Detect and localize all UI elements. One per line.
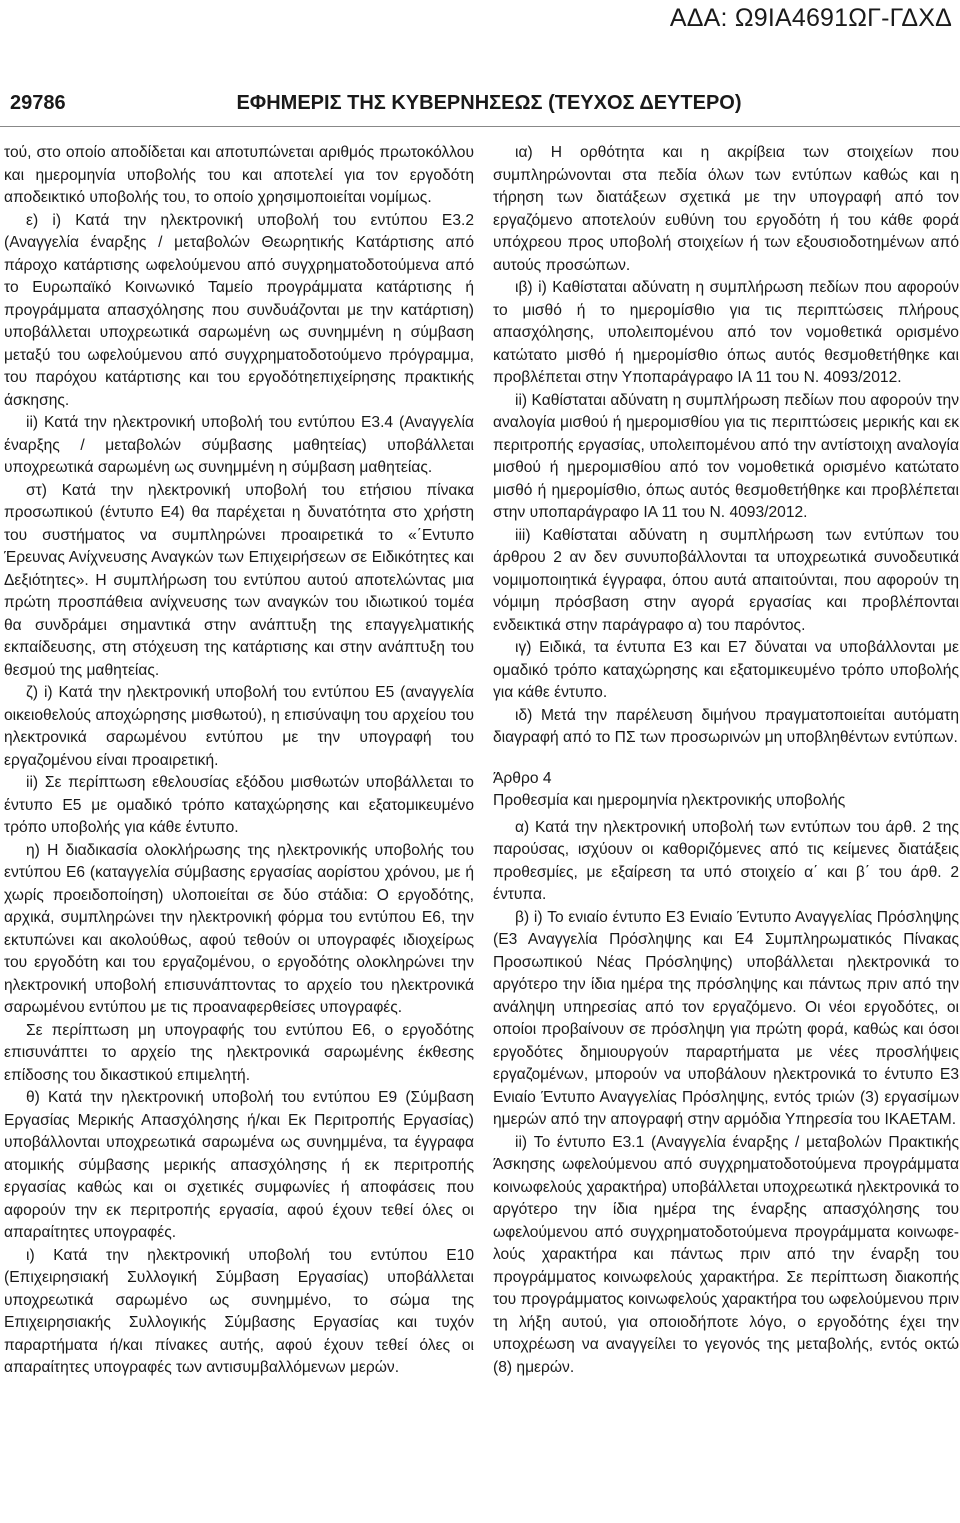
paragraph: iii) Καθίσταται αδύνατη η συμπλήρωση των εντύπων του άρθρου 2 αν δεν συνυποβάλλονται τα υποχρεωτικά συνοδευτικά νομιμοποιητικά έγγραφα, όπου αυτά απαιτούνται, που αφορούν τη νόμιμη πρόσβαση στην αγορά εργασίας και προβλέπονται ενδεικτικά στην παράγραφο α) του παρόντος. — [493, 526, 959, 634]
article-title: Άρθρο 4 — [493, 769, 552, 787]
paragraph: β) i) Το ενιαίο έντυπο Ε3 Ενιαίο Έντυπο Αναγγελίας Πρόσληψης (Ε3 Αναγγελία Πρόσληψης και Ε4 Συμπληρωματικός Πίνακας Προσωπικού Νέας Πρόσληψης) υποβάλλεται ηλεκτρονικά το αργότερο την ίδια ημέρα της πρόσληψης και πάντως πριν από την ανάληψη υπηρεσίας από τον εργαζόμενο. Οι νέοι εργοδότες, οι οποίοι προβαίνουν σε πρόσληψη για πρώτη φορά, καθώς και όσοι εργοδότες δημιουργούν παραρτήματα με νέες προσλήψεις εργαζομένων, μπορούν να υποβάλουν ηλεκτρονικά το έντυπο Ε3 Ενιαίο Έντυπο Αναγγελίας Πρόσληψης, εντός τριών (3) εργασίμων ημερών από την απογραφή στην αρμόδια Υπηρεσία του ΙΚΑΕΤΑΜ. — [493, 908, 959, 1128]
paragraph: ii) Καθίσταται αδύνατη η συμπλήρωση πεδίων που αφορούν την αναλογία μισθού ή ημερομισθίου για τις περιπτώσεις μερικής και εκ περιτροπής εργασίας, υπολειπομένου από την αντίστοιχη αναλογία μισθού ή ημερομισθίου από τον νομοθετικά ορισμένο κατώτατο μισθό ή ημερομίσθιο, όπως αυτός θεσμοθετήθηκε και προβλέπεται στην υποπαράγραφο ΙΑ 11 του Ν. 4093/2012. — [493, 391, 959, 521]
paragraph: θ) Κατά την ηλεκτρονική υποβολή του εντύπου Ε9 (Σύμβαση Εργασίας Μερικής Απασχόλησης ή/και Εκ Περιτροπής Εργασίας) υποβάλλονται υποχρεωτικά σαρωμένα ως συνημμένα, τα έγγραφα ατομικής σύμβασης μερικής απασχόλησης ή εκ περιτροπής εργασίας καθώς και οι σχετικές συμφωνίες ή αποφάσεις που αφορούν την εκ περιτροπής εργασία, αφού έχουν τεθεί όλες οι απαραίτητες υπογραφές. — [4, 1089, 474, 1241]
article-subtitle: Προθεσμία και ημερομηνία ηλεκτρονικής υποβολής — [493, 792, 846, 809]
paragraph: ια) Η ορθότητα και η ακρίβεια των στοιχείων που συμπληρώνονται στα πεδία όλων των εντύπων καθώς και η τήρηση των διατάξεων σχετικά με την υπογραφή από τον εργαζόμενο αποτελούν ευθύνη του εργοδότη ή του κάθε φορά υπόχρεου προς υποβολή στοιχείων ή των εξουσιοδοτημένων από αυτούς προσώπων. — [493, 144, 959, 274]
paragraph: ιβ) i) Καθίσταται αδύνατη η συμπλήρωση πεδίων που αφορούν το μισθό ή το ημερομίσθιο για τις περιπτώσεις πλήρους απασχόλησης, υπολειπομένου από τον νομοθετικά ορισμένο κατώτατο μισθό ή ημερομίσθιο όπως αυτός θεσμοθετήθηκε και προβλέπεται στην Υποπαράγραφο ΙΑ 11 του Ν. 4093/2012. — [493, 279, 959, 386]
paragraph: η) Η διαδικασία ολοκλήρωσης της ηλεκτρονικής υποβολής του εντύπου Ε6 (καταγγελία σύμβασης εργασίας αορίστου χρόνου, με ή χωρίς προειδοποίηση) υλοποιείται σε δύο στάδια: Ο εργοδότης, αρχικά, συμπληρώνει την ηλεκτρονική φόρμα του εντύπου Ε6, την εκτυπώνει και ακολούθως, αφού τεθούν οι υπογραφές ιδιοχείρως του εργοδότη και του εργαζομένου, ο εργοδότης ολοκληρώνει την ηλεκτρονική υποβολή επισυνάπτοντας το αρχείο του ηλεκτρονικά σαρωμένου εντύπου με τις προαναφερθείσες υπογραφές. — [4, 841, 474, 1016]
paragraph: Σε περίπτωση μη υπογραφής του εντύπου Ε6, ο εργοδότης επισυνάπτει το αρχείο της ηλεκτρονικά σαρωμένης έκθεσης επίδοσης του δικαστικού επιμελητή. — [4, 1021, 474, 1084]
paragraph: α) Κατά την ηλεκτρονική υποβολή των εντύπων του άρθ. 2 της παρούσας, ισχύουν οι καθοριζόμενες από τις κείμενες διατάξεις προθεσμίες, με εξαίρεση τα υπό στοιχείο α΄ και β΄ του άρθ. 2 έντυπα. — [493, 818, 959, 903]
paragraph: στ) Κατά την ηλεκτρονική υποβολή του ετήσιου πίνακα προσωπικού (έντυπο Ε4) θα παρέχεται η δυνατότητα στο χρήστη του συστήματος να συμπληρώνει προαιρετικά το «΄Εντυπο Έρευνας Ανίχνευσης Αναγκών των Επιχειρήσεων σε Ειδικότητες και Δεξιότητες». Η συμπλήρωση του εντύπου αυτού αποτελώντας μια πρώτη προσπάθεια ανίχνευσης των αναγκών του ιδιωτικού τομέα θα συνδράμει σημαντικά στην ανάπτυξη της επαγγελματικής εκπαίδευσης, στη στόχευση της κατάρτισης και στην ανάπτυξη του θεσμού της μαθητείας. — [4, 481, 474, 679]
paragraph: ι) Κατά την ηλεκτρονική υποβολή του εντύπου Ε10 (Επιχειρησιακή Συλλογική Σύμβαση Εργασίας) υποβάλλεται υποχρεωτικά σαρωμένο ως συνημμένο, το σώμα της Επιχειρησιακής Συλλογικής Σύμβασης Εργασίας και τυχόν παραρτήματα ή/και πίνακες αυτής, αφού έχουν τεθεί όλες οι απαραίτητες υπογραφές των αντισυμβαλλόμενων μερών. — [4, 1246, 474, 1376]
paragraph: ιδ) Μετά την παρέλευση διμήνου πραγματοποιείται αυτόματη διαγραφή από το ΠΣ των προσωρινών μη υποβληθέντων εντύπων. — [493, 706, 959, 746]
paragraph: τού, στο οποίο αποδίδεται και αποτυπώνεται αριθμός πρωτοκόλλου και ημερομηνία υποβολής του και αποτελεί για τον εργοδότη αποδεικτικό υποβολής του, το οποίο χρησιμοποιείται νομίμως. — [4, 144, 474, 206]
gazette-title: ΕΦΗΜΕΡΙΣ ΤΗΣ ΚΥΒΕΡΝΗΣΕΩΣ (ΤΕΥΧΟΣ ΔΕΥΤΕΡΟ) — [236, 92, 742, 114]
paragraph: ζ) i) Κατά την ηλεκτρονική υποβολή του εντύπου Ε5 (αναγγελία οικειοθελούς αποχώρησης μισθωτού), η επισύναψη του αρχείου του ηλεκτρονικά σαρωμένου εντύπου με την υπογραφή του εργαζομένου είναι προαιρετική. — [4, 684, 474, 769]
paragraph: ii) Κατά την ηλεκτρονική υποβολή του εντύπου Ε3.4 (Αναγγελία έναρξης / μεταβολών σύμβασης μαθητείας) υποβάλλεται υποχρεωτικά σαρωμένη ως συνημμένη η σύμβαση μαθητείας. — [4, 414, 474, 476]
right-column — [493, 142, 959, 1379]
header-divider — [0, 126, 960, 127]
paragraph: ii) Σε περίπτωση εθελουσίας εξόδου μισθωτών υποβάλλεται το έντυπο Ε5 με ομαδικό τρόπο καταχώρησης και εξατομικευμένο τρόπο υποβολής για κάθε έντυπο. — [4, 774, 474, 836]
paragraph: ιγ) Ειδικά, τα έντυπα Ε3 και Ε7 δύναται να υποβάλλονται με ομαδικό τρόπο καταχώρησης και εξατομικευμένο τρόπο υποβολής για κάθε έντυπο. — [493, 639, 959, 701]
paragraph: ε) i) Κατά την ηλεκτρονική υποβολή του εντύπου Ε3.2 (Αναγγελία έναρξης / μεταβολών Θεωρητικής Κατάρτισης από πάροχο κατάρτισης ωφελούμενου από συγχρηματοδοτούμενα από το Ευρωπαϊκό Κοινωνικό Ταμείο προγράμματα κατάρτισης ή προγράμματα απασχόλησης που συνδυάζονται με την κατάρτιση) υποβάλλεται υποχρεωτικά σαρωμένη ως συνημμένη η σύμβαση μεταξύ του ωφελούμενου από συγχρηματοδοτούμενο πρόγραμμα, του παρόχου κατάρτισης και του εργοδότηεπιχείρησης πρακτικής άσκησης. — [4, 211, 474, 409]
left-column — [4, 142, 474, 1380]
paragraph: ii) Το έντυπο Ε3.1 (Αναγγελία έναρξης / μεταβολών Πρακτικής Άσκησης ωφελούμενου από συγχρηματοδοτούμενα προγράμματα κοινωφελούς χαρακτήρα) υποβάλλεται υποχρεωτικά ηλεκτρονικά το αργότερο την ίδια ημέρα της έναρξης απασχόλησης του ωφελούμενου από συγχρηματοδοτούμενα προγράμματα κοινωφελούς χαρακτήρα και πάντως πριν από την έναρξη του προγράμματος κοινωφελούς χαρακτήρα. Σε περίπτωση διακοπής του προγράμματος κοινωφελούς χαρακτήρα του ωφελούμενου πριν τη λήξη αυτού, για οποιοδήποτε λόγο, ο εργοδότης έχει την υποχρέωση να αναγγείλει το γεγονός της μεταβολής, εντός οκτώ (8) ημερών. — [493, 1133, 959, 1376]
ada-code: ΑΔΑ: Ω9ΙΑ4691ΩΓ-ΓΔΧΔ — [669, 4, 952, 32]
page-header — [0, 92, 960, 118]
page-number: 29786 — [10, 92, 66, 114]
